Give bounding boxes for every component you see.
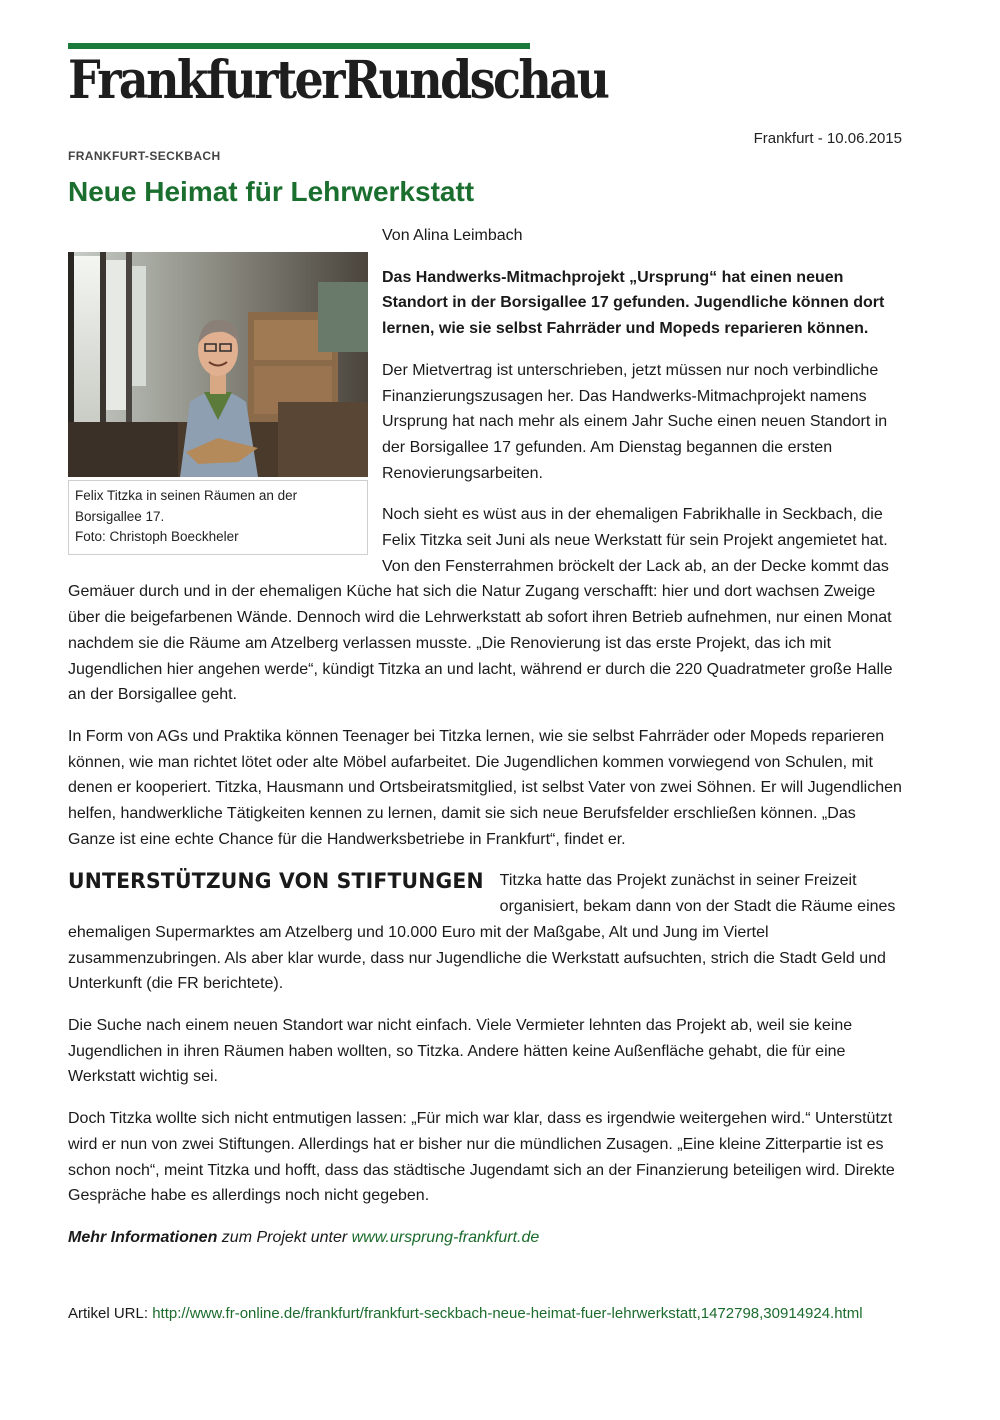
paragraph: In Form von AGs und Praktika können Teenager bei Titzka lernen, wie sie selbst Fahrräder oder Mopeds reparieren können, wie man richtet lötet oder alte Möbel aufarbeitet. Die Jugendlichen kommen vorwiegend von Schulen, mit denen er kooperiert. Titzka, Hausmann und Ortsbeiratsmitglied, ist selbst Vater von zwei Söhnen. Er will Jugendlichen helfen, handwerkliche Tätigkeiten kennen zu lernen, damit sie sich neue Berufsfelder erschließen können. „Das Ganze ist eine echte Chance für die Handwerksbetriebe in Frankfurt“, findet er. bbox=[68, 727, 902, 848]
section-subheading: UNTERSTÜTZUNG VON STIFTUNGEN bbox=[68, 869, 484, 894]
more-info-text: zum Projekt unter bbox=[217, 1228, 352, 1246]
more-info bbox=[68, 1225, 904, 1251]
section-block bbox=[68, 868, 904, 997]
byline: Von Alina Leimbach bbox=[382, 227, 523, 244]
article-headline: Neue Heimat für Lehrwerkstatt bbox=[68, 176, 475, 207]
paragraph: Der Mietvertrag ist unterschrieben, jetzt müssen nur noch verbindliche Finanzierungszusagen her. Das Handwerks-Mitmachprojekt namens Ursprung hat nach mehr als einem Jahr Suche einen neuen Standort in der Borsigallee 17 gefunden. Am Dienstag begannen die ersten Renovierungsarbeiten. bbox=[382, 361, 888, 482]
section-kicker: FRANKFURT-SECKBACH bbox=[68, 149, 221, 163]
dateline: Frankfurt - 10.06.2015 bbox=[753, 130, 902, 147]
paragraph: Noch sieht es wüst aus in der ehemaligen Fabrikhalle in Seckbach, die Felix Titzka seit Juni als neue Werkstatt für sein Projekt angemietet hat. Von den Fensterrahmen bröckelt der Lack ab, an der Decke kommt das Gemäuer durch und in der ehemaligen Küche hat sich die Natur Zugang verschafft: hier und dort wachsen Zweige über die beigefarbenen Wände. Dennoch wird die Lehrwerkstatt ab sofort ihren Betrieb aufnehmen, nur einen Monat nachdem sie die Räume am Atzelberg verlassen musste. „Die Renovierung ist das erste Projekt, das ich mit Jugendlichen hier angehen werde“, kündigt Titzka an und lacht, während er durch die 220 Quadratmeter große Halle an der Borsigallee geht. bbox=[68, 506, 893, 704]
paragraph: Titzka hatte das Projekt zunächst in seiner Freizeit organisiert, bekam dann von der Stadt die Räume eines ehemaligen Supermarktes am Atzelberg und 10.000 Euro mit der Maßgabe, Alt und Jung im Viertel zusammenzubringen. Als aber klar wurde, dass nur Jugendliche die Werkstatt aufsuchten, strich die Stadt Geld und Unterkunft (die FR berichtete). bbox=[68, 872, 896, 993]
article-figure bbox=[68, 252, 368, 555]
project-website-link[interactable]: www.ursprung-frankfurt.de bbox=[351, 1228, 540, 1246]
photo-caption bbox=[68, 480, 368, 555]
paragraph: Die Suche nach einem neuen Standort war nicht einfach. Viele Vermieter lehnten das Projekt ab, weil sie keine Jugendlichen in ihren Räumen haben wollten, so Titzka. Andere hätten keine Außenfläche gehabt, die für eine Werkstatt wichtig sei. bbox=[68, 1016, 853, 1086]
article-url-line bbox=[68, 1301, 904, 1327]
more-info-bold: Mehr Informationen bbox=[68, 1228, 218, 1246]
newspaper-logo[interactable]: FrankfurterRundschau bbox=[68, 49, 608, 111]
photo-credit: Foto: Christoph Boeckheler bbox=[75, 529, 239, 544]
article-lead: Das Handwerks-Mitmachprojekt „Ursprung“ hat einen neuen Standort in der Borsigallee 17 gefunden. Jugendliche können dort lernen, wie sie selbst Fahrräder und Mopeds reparieren können. bbox=[382, 268, 885, 338]
caption-text: Felix Titzka in seinen Räumen an der Borsigallee 17. bbox=[75, 488, 298, 524]
article-url-link[interactable]: http://www.fr-online.de/frankfurt/frankfurt-seckbach-neue-heimat-fuer-lehrwerkstatt,1472798,30914924.html bbox=[152, 1304, 863, 1322]
article-url-label: Artikel URL: bbox=[68, 1304, 153, 1322]
article-body bbox=[68, 223, 904, 1326]
paragraph: Doch Titzka wollte sich nicht entmutigen lassen: „Für mich war klar, dass es irgendwie weitergehen wird.“ Unterstützt wird er nun von zwei Stiftungen. Allerdings hat er bisher nur die mündlichen Zusagen. „Eine kleine Zitterpartie ist es schon noch“, meint Titzka und hofft, dass das städtische Jugendamt sich an der Finanzierung beteiligen wird. Direkte Gespräche habe es allerdings noch nicht gegeben. bbox=[68, 1110, 895, 1205]
article-photo[interactable] bbox=[68, 252, 368, 477]
